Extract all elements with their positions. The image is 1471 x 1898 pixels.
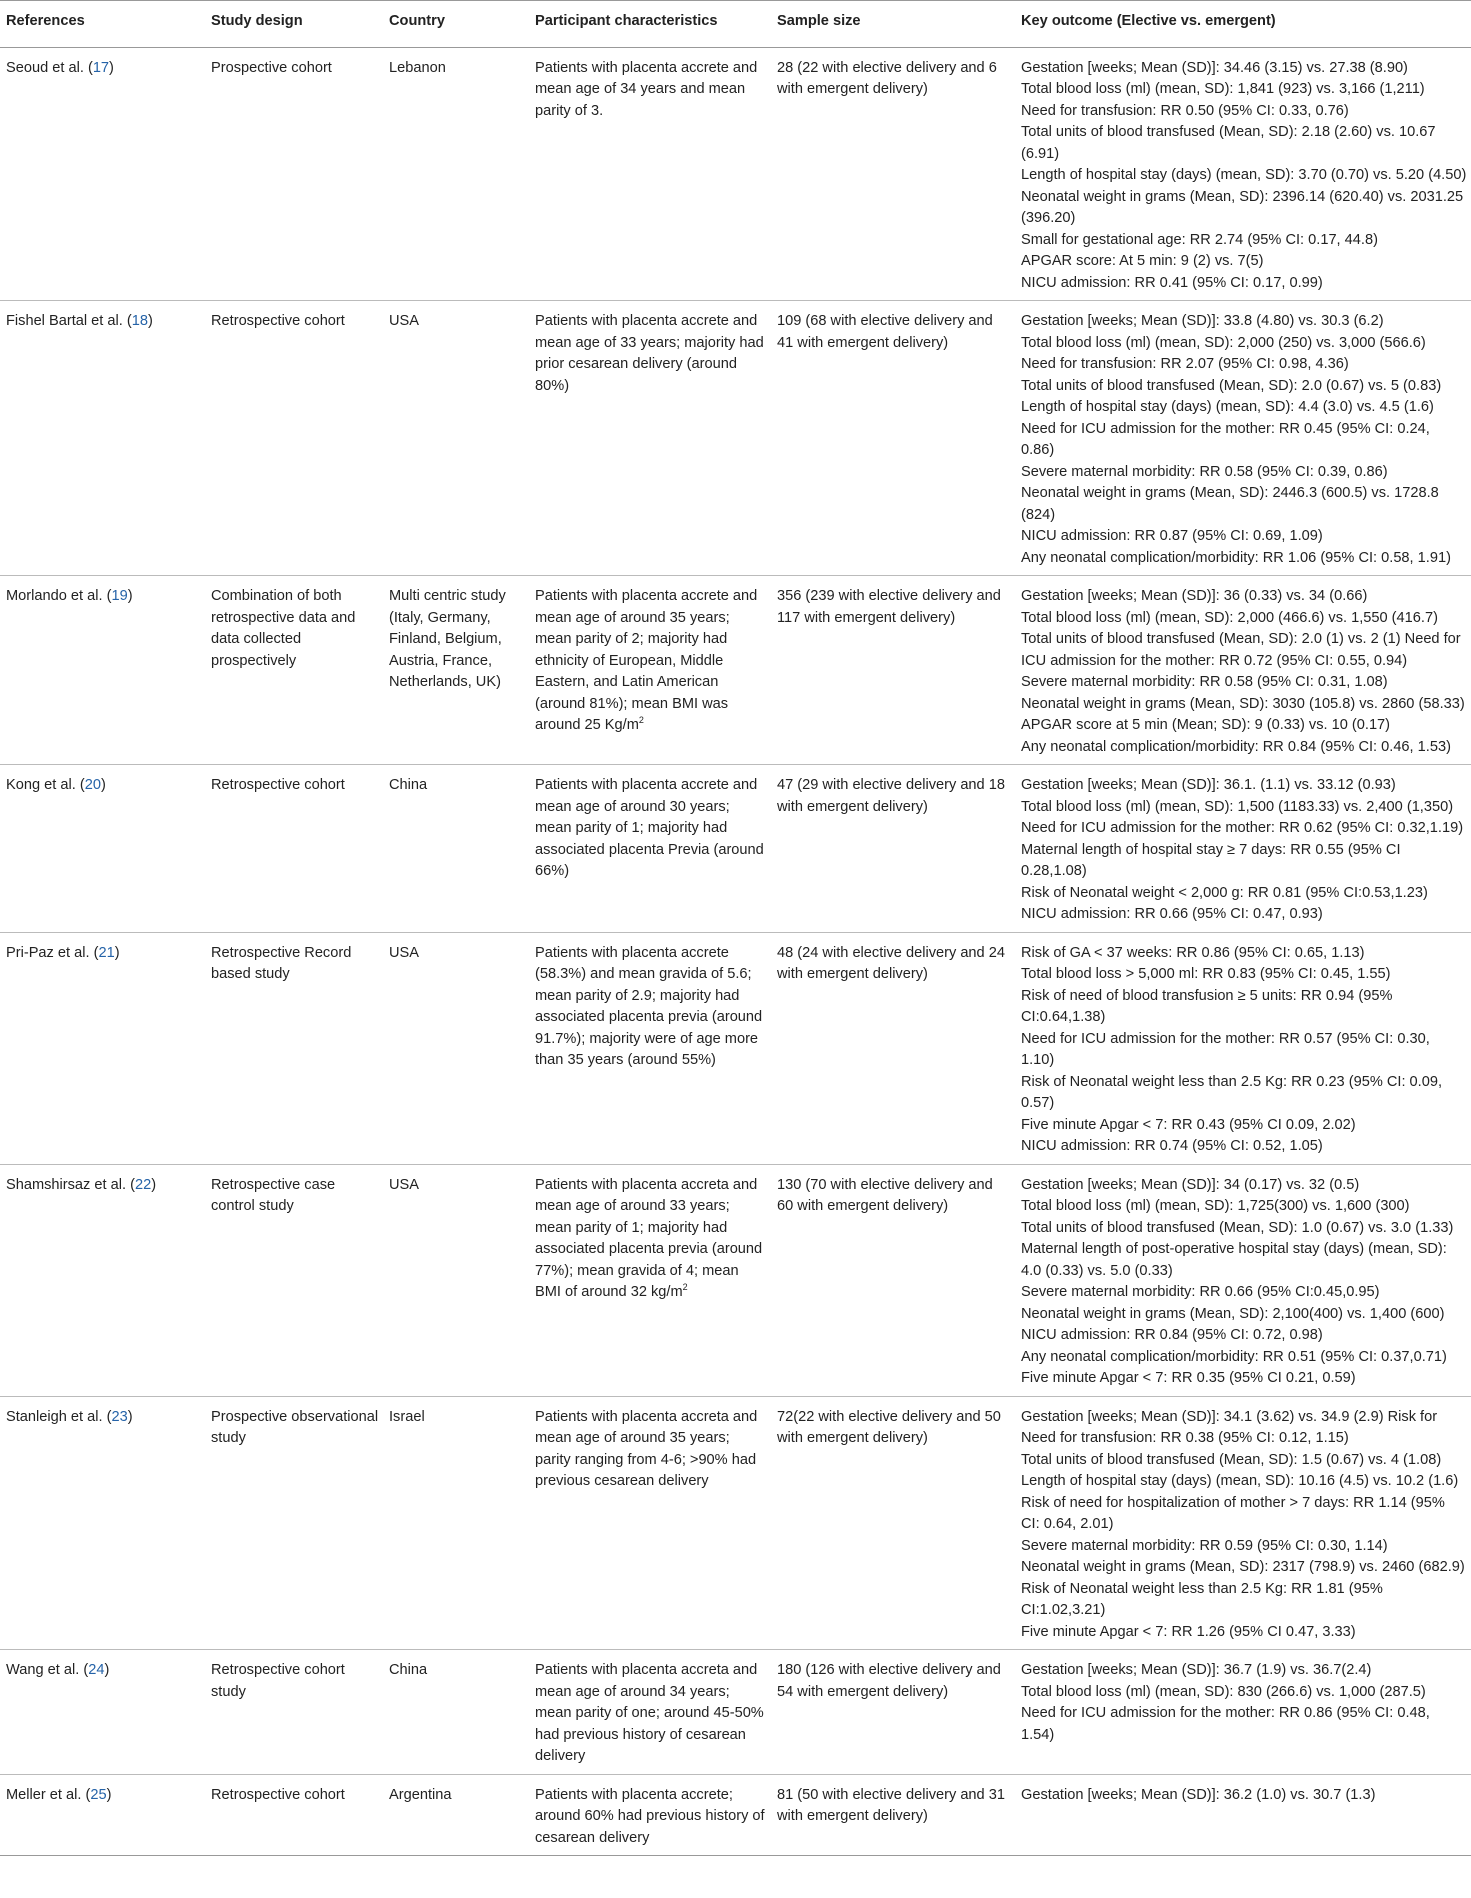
outcome-line: Neonatal weight in grams (Mean, SD): 2396.14 (620.40) vs. 2031.25 (396.20) [1021,188,1464,226]
table-row [0,1650,1471,1775]
cell-sample-size: 72(22 with elective delivery and 50 with emergent delivery) [771,1396,1015,1650]
header-key-outcome: Key outcome (Elective vs. emergent) [1015,1,1471,48]
citation-link[interactable]: 25 [90,1786,107,1803]
outcome-line: Risk of Neonatal weight < 2,000 g: RR 0.81 (95% CI:0.53,1.23) [1021,884,1428,901]
cell-country: USA [383,932,529,1164]
outcome-line: NICU admission: RR 0.66 (95% CI: 0.47, 0.93) [1021,906,1323,922]
citation-link[interactable]: 21 [98,944,115,961]
outcome-line: Risk of Neonatal weight less than 2.5 Kg: RR 0.23 (95% CI: 0.09, 0.57) [1021,1073,1443,1111]
participants-text: Patients with placenta accrete and mean age of 33 years; majority had prior cesarean delivery (around 80%) [535,313,764,394]
outcome-line: Any neonatal complication/morbidity: RR 0.51 (95% CI: 0.37,0.71) [1021,1348,1447,1365]
outcome-line: Need for ICU admission for the mother: RR 0.57 (95% CI: 0.30, 1.10) [1021,1030,1430,1068]
outcome-line: Risk of need of blood transfusion ≥ 5 units: RR 0.94 (95% CI:0.64,1.38) [1021,987,1393,1025]
table-row [0,47,1471,301]
table-row [0,1164,1471,1396]
outcome-line: Length of hospital stay (days) (mean, SD): 4.4 (3.0) vs. 4.5 (1.6) [1021,399,1434,415]
header-study-design: Study design [205,1,383,48]
outcome-line: Risk of Neonatal weight less than 2.5 Kg: RR 1.81 (95% CI:1.02,3.21) [1021,1580,1383,1618]
cell-key-outcome [1015,301,1471,576]
cell-study-design: Prospective cohort [205,47,383,301]
cell-country: China [383,1650,529,1775]
cell-participants [529,576,771,765]
citation-link[interactable]: 17 [92,59,110,76]
outcome-line: Length of hospital stay (days) (mean, SD): 3.70 (0.70) vs. 5.20 (4.50) [1021,167,1467,183]
header-participants: Participant characteristics [529,1,771,48]
cell-country: China [383,765,529,933]
outcome-line: Need for ICU admission for the mother: RR 0.45 (95% CI: 0.24, 0.86) [1021,420,1430,458]
cell-country: Lebanon [383,47,529,301]
reference-author: Fishel Bartal et al. ( [6,313,132,329]
reference-author: Wang et al. ( [6,1662,89,1678]
citation-link[interactable]: 19 [111,588,128,604]
cell-sample-size: 180 (126 with elective delivery and 54 with emergent delivery) [771,1650,1015,1775]
cell-sample-size: 28 (22 with elective delivery and 6 with emergent delivery) [771,47,1015,301]
outcome-line: Maternal length of hospital stay ≥ 7 days: RR 0.55 (95% CI 0.28,1.08) [1021,841,1401,879]
cell-sample-size: 130 (70 with elective delivery and 60 with emergent delivery) [771,1164,1015,1396]
outcome-line: Neonatal weight in grams (Mean, SD): 2446.3 (600.5) vs. 1728.8 (824) [1021,485,1439,523]
outcome-line: Total blood loss > 5,000 ml: RR 0.83 (95% CI: 0.45, 1.55) [1021,966,1391,982]
cell-sample-size: 109 (68 with elective delivery and 41 with emergent delivery) [771,301,1015,576]
table-row [0,765,1471,933]
outcome-line: Risk of need for hospitalization of mother > 7 days: RR 1.14 (95% CI: 0.64, 2.01) [1021,1494,1445,1532]
citation-link[interactable]: 20 [84,777,101,793]
cell-study-design: Retrospective cohort [205,765,383,933]
outcome-line: Gestation [weeks; Mean (SD)]: 36 (0.33) vs. 34 (0.66) [1021,588,1368,604]
reference-author: Morlando et al. ( [6,588,112,604]
table-row [0,1774,1471,1856]
outcome-line: Total blood loss (ml) (mean, SD): 1,725(300) vs. 1,600 (300) [1021,1198,1410,1214]
participants-text: Patients with placenta accreta and mean age of around 33 years; mean parity of 1; majority had associated placenta previa (around 77%); mean gravida of 4; mean BMI of around 32 kg/m [535,1176,763,1300]
table-row [0,932,1471,1164]
cell-participants [529,1650,771,1775]
outcome-line: Total blood loss (ml) (mean, SD): 1,500 (1183.33) vs. 2,400 (1,350) [1021,798,1454,815]
outcome-line: Total blood loss (ml) (mean, SD): 830 (266.6) vs. 1,000 (287.5) [1021,1683,1426,1700]
outcome-line: Total units of blood transfused (Mean, SD): 2.0 (0.67) vs. 5 (0.83) [1021,377,1442,394]
cell-sample-size: 356 (239 with elective delivery and 117 with emergent delivery) [771,576,1015,765]
reference-close: ) [109,59,114,76]
cell-study-design: Retrospective cohort [205,1774,383,1856]
cell-study-design: Retrospective Record based study [205,932,383,1164]
outcome-line: APGAR score: At 5 min: 9 (2) vs. 7(5) [1021,253,1264,269]
reference-close: ) [151,1176,157,1193]
cell-participants [529,301,771,576]
header-references: References [0,1,205,48]
cell-reference [0,1774,205,1856]
cell-key-outcome [1015,47,1471,301]
outcome-line: Five minute Apgar < 7: RR 0.43 (95% CI 0.09, 2.02) [1021,1116,1356,1133]
cell-key-outcome [1015,765,1471,933]
participants-text: Patients with placenta accreta and mean age of around 34 years; mean parity of one; around 45-50% had previous history of cesarean delivery [535,1662,764,1764]
cell-reference [0,932,205,1164]
reference-close: ) [114,944,120,961]
citation-link[interactable]: 18 [131,313,148,329]
cell-country: Argentina [383,1774,529,1856]
cell-key-outcome [1015,576,1471,765]
cell-study-design: Retrospective cohort study [205,1650,383,1775]
reference-close: ) [127,588,133,604]
outcome-line: Maternal length of post-operative hospital stay (days) (mean, SD): 4.0 (0.33) vs. 5.0 (0.33) [1021,1241,1447,1279]
cell-participants [529,1774,771,1856]
outcome-line: Total blood loss (ml) (mean, SD): 1,841 (923) vs. 3,166 (1,211) [1021,81,1425,97]
outcome-line: Neonatal weight in grams (Mean, SD): 3030 (105.8) vs. 2860 (58.33) [1021,695,1465,712]
outcome-line: Total units of blood transfused (Mean, SD): 2.18 (2.60) vs. 10.67 (6.91) [1021,124,1436,162]
cell-study-design: Retrospective case control study [205,1164,383,1396]
cell-reference [0,47,205,301]
cell-participants [529,1396,771,1650]
reference-author: Meller et al. ( [6,1786,91,1803]
outcome-line: Neonatal weight in grams (Mean, SD): 2,100(400) vs. 1,400 (600) [1021,1305,1445,1322]
outcome-line: Small for gestational age: RR 2.74 (95% CI: 0.17, 44.8) [1021,231,1378,248]
header-row [0,1,1471,48]
outcome-line: Gestation [weeks; Mean (SD)]: 36.1. (1.1) vs. 33.12 (0.93) [1021,777,1396,793]
participants-text: Patients with placenta accrete and mean age of 34 years and mean parity of 3. [535,59,758,119]
cell-key-outcome [1015,1650,1471,1775]
table-row [0,576,1471,765]
citation-link[interactable]: 24 [88,1662,105,1678]
cell-study-design: Prospective observational study [205,1396,383,1650]
cell-key-outcome [1015,1164,1471,1396]
participants-text: Patients with placenta accrete and mean age of around 30 years; mean parity of 1; majority had associated placenta Previa (around 66%) [535,777,764,879]
outcome-line: Gestation [weeks; Mean (SD)]: 33.8 (4.80) vs. 30.3 (6.2) [1021,313,1384,329]
participants-text: Patients with placenta accrete; around 60% had previous history of cesarean delivery [535,1786,765,1846]
cell-reference [0,576,205,765]
cell-country: Israel [383,1396,529,1650]
outcome-line: Total units of blood transfused (Mean, SD): 1.0 (0.67) vs. 3.0 (1.33) [1021,1219,1454,1236]
header-country: Country [383,1,529,48]
reference-author: Stanleigh et al. ( [6,1408,112,1425]
outcome-line: Gestation [weeks; Mean (SD)]: 34.46 (3.15) vs. 27.38 (8.90) [1021,59,1408,76]
cell-key-outcome [1015,1396,1471,1650]
outcome-line: Five minute Apgar < 7: RR 0.35 (95% CI 0.21, 0.59) [1021,1370,1356,1386]
cell-participants [529,1164,771,1396]
cell-study-design: Retrospective cohort [205,301,383,576]
superscript: 2 [638,715,644,726]
reference-author: Shamshirsaz et al. ( [6,1176,135,1193]
outcome-line: Any neonatal complication/morbidity: RR 1.06 (95% CI: 0.58, 1.91) [1021,549,1451,566]
outcome-line: Neonatal weight in grams (Mean, SD): 2317 (798.9) vs. 2460 (682.9) [1021,1559,1465,1575]
outcome-line: APGAR score at 5 min (Mean; SD): 9 (0.33) vs. 10 (0.17) [1021,717,1391,733]
cell-country: USA [383,1164,529,1396]
table-row [0,301,1471,576]
cell-reference [0,1650,205,1775]
cell-key-outcome [1015,1774,1471,1856]
table-row [0,1396,1471,1650]
cell-participants [529,932,771,1164]
reference-close: ) [147,313,153,329]
outcome-line: Total units of blood transfused (Mean, SD): 2.0 (1) vs. 2 (1) Need for ICU admission for the mother: RR 0.72 (95% CI: 0.55, 0.94) [1021,631,1461,669]
reference-author: Kong et al. ( [6,777,85,793]
outcome-line: Need for ICU admission for the mother: RR 0.62 (95% CI: 0.32,1.19) [1021,820,1464,836]
outcome-line: NICU admission: RR 0.84 (95% CI: 0.72, 0.98) [1021,1327,1323,1343]
outcome-line: NICU admission: RR 0.87 (95% CI: 0.69, 1.09) [1021,528,1323,544]
outcome-line: Total blood loss (ml) (mean, SD): 2,000 (250) vs. 3,000 (566.6) [1021,334,1426,351]
reference-close: ) [127,1408,133,1425]
cell-reference [0,1396,205,1650]
outcome-line: Any neonatal complication/morbidity: RR 0.84 (95% CI: 0.46, 1.53) [1021,738,1451,755]
cell-key-outcome [1015,932,1471,1164]
outcome-line: Gestation [weeks; Mean (SD)]: 36.2 (1.0) vs. 30.7 (1.3) [1021,1786,1376,1803]
outcome-line: Total blood loss (ml) (mean, SD): 2,000 (466.6) vs. 1,550 (416.7) [1021,609,1438,626]
participants-text: Patients with placenta accrete (58.3%) and mean gravida of 5.6; mean parity of 2.9; majority had associated placenta previa (around 91.7%); majority were of age more than 35 years (around 55%) [535,944,763,1068]
cell-country: USA [383,301,529,576]
outcome-line: Severe maternal morbidity: RR 0.58 (95% CI: 0.39, 0.86) [1021,463,1388,480]
outcome-line: Gestation [weeks; Mean (SD)]: 34 (0.17) vs. 32 (0.5) [1021,1176,1360,1193]
outcome-line: NICU admission: RR 0.41 (95% CI: 0.17, 0.99) [1021,274,1323,291]
outcome-line: Need for ICU admission for the mother: RR 0.86 (95% CI: 0.48, 1.54) [1021,1705,1430,1743]
cell-reference [0,301,205,576]
cell-sample-size: 47 (29 with elective delivery and 18 with emergent delivery) [771,765,1015,933]
reference-author: Seoud et al. ( [6,59,93,76]
header-sample-size: Sample size [771,1,1015,48]
outcome-line: Five minute Apgar < 7: RR 1.26 (95% CI 0.47, 3.33) [1021,1623,1356,1640]
outcome-line: Gestation [weeks; Mean (SD)]: 36.7 (1.9) vs. 36.7(2.4) [1021,1662,1372,1678]
citation-link[interactable]: 23 [111,1408,128,1425]
participants-text: Patients with placenta accrete and mean age of around 35 years; mean parity of 2; majority had ethnicity of European, Middle Eastern, and Latin American (around 81%); mean BMI was around 25 Kg/m [535,588,758,733]
cell-study-design: Combination of both retrospective data and data collected prospectively [205,576,383,765]
cell-participants [529,47,771,301]
outcome-line: Total units of blood transfused (Mean, SD): 1.5 (0.67) vs. 4 (1.08) [1021,1451,1442,1468]
outcome-line: Gestation [weeks; Mean (SD)]: 34.1 (3.62) vs. 34.9 (2.9) Risk for Need for transfusion: RR 0.38 (95% CI: 0.12, 1.15) [1021,1408,1438,1446]
citation-link[interactable]: 22 [134,1176,152,1193]
outcome-line: Length of hospital stay (days) (mean, SD): 10.16 (4.5) vs. 10.2 (1.6) [1021,1473,1459,1489]
cell-reference [0,1164,205,1396]
cell-participants [529,765,771,933]
cell-reference [0,765,205,933]
reference-author: Pri-Paz et al. ( [6,944,99,961]
outcome-line: Severe maternal morbidity: RR 0.59 (95% CI: 0.30, 1.14) [1021,1537,1388,1554]
cell-sample-size: 48 (24 with elective delivery and 24 with emergent delivery) [771,932,1015,1164]
outcome-line: NICU admission: RR 0.74 (95% CI: 0.52, 1.05) [1021,1138,1323,1154]
outcome-line: Severe maternal morbidity: RR 0.66 (95% CI:0.45,0.95) [1021,1284,1380,1300]
outcome-line: Need for transfusion: RR 2.07 (95% CI: 0.98, 4.36) [1021,356,1349,372]
cell-sample-size: 81 (50 with elective delivery and 31 with emergent delivery) [771,1774,1015,1856]
reference-close: ) [100,777,106,793]
reference-close: ) [104,1662,110,1678]
cell-country: Multi centric study (Italy, Germany, Finland, Belgium, Austria, France, Netherlands, UK) [383,576,529,765]
outcome-line: Risk of GA < 37 weeks: RR 0.86 (95% CI: 0.65, 1.13) [1021,944,1365,961]
superscript: 2 [682,1282,688,1293]
outcome-line: Need for transfusion: RR 0.50 (95% CI: 0.33, 0.76) [1021,102,1349,119]
participants-text: Patients with placenta accreta and mean age of around 35 years; parity ranging from 4-6; >90% had previous cesarean delivery [535,1408,758,1489]
outcome-line: Severe maternal morbidity: RR 0.58 (95% CI: 0.31, 1.08) [1021,674,1388,690]
reference-close: ) [106,1786,112,1803]
